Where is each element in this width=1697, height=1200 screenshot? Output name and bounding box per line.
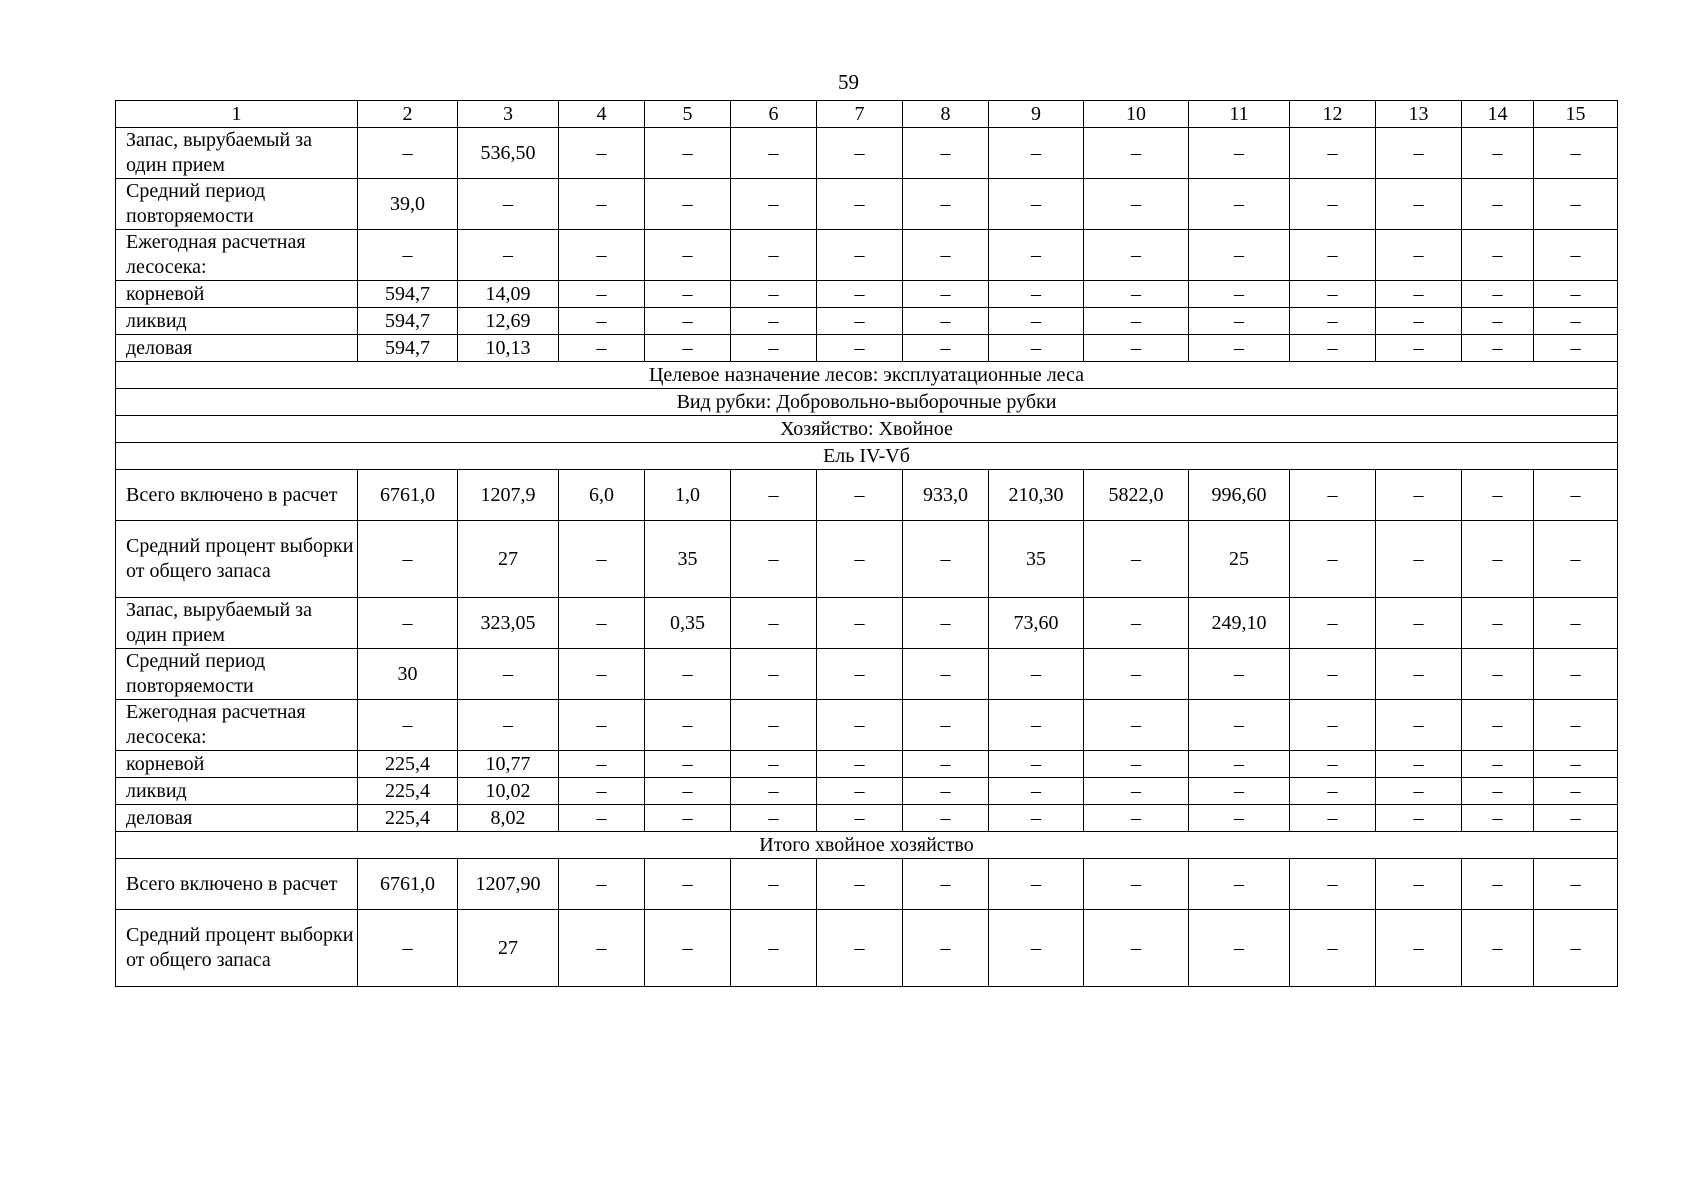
table-cell: – (817, 281, 903, 308)
table-cell: – (458, 230, 559, 281)
table-cell: 1207,90 (458, 859, 559, 910)
table-cell: – (1189, 281, 1290, 308)
column-number-cell: 3 (458, 101, 559, 128)
column-number-cell: 8 (903, 101, 989, 128)
table-cell: – (989, 281, 1084, 308)
table-cell: – (1376, 308, 1462, 335)
section-header-row (116, 832, 1618, 859)
table-cell: – (559, 335, 645, 362)
table-cell: – (1376, 805, 1462, 832)
table-cell: – (817, 128, 903, 179)
table-row (116, 230, 1618, 281)
table-cell: 249,10 (1189, 598, 1290, 649)
allowable-cut-table (115, 100, 1618, 987)
table-cell: 225,4 (358, 778, 458, 805)
table-row (116, 859, 1618, 910)
table-cell: – (1534, 700, 1618, 751)
table-cell: – (817, 521, 903, 598)
table-cell: – (989, 805, 1084, 832)
table-cell: – (903, 308, 989, 335)
table-cell: – (559, 910, 645, 987)
section-title: Ель IV-Vб (116, 443, 1618, 470)
table-cell: – (1290, 521, 1376, 598)
column-number-cell: 1 (116, 101, 358, 128)
table-cell: – (645, 859, 731, 910)
table-cell: – (817, 308, 903, 335)
table-cell: 10,02 (458, 778, 559, 805)
table-cell: – (1189, 128, 1290, 179)
table-cell: – (1534, 335, 1618, 362)
table-cell: – (1376, 910, 1462, 987)
table-cell: – (559, 179, 645, 230)
table-cell: – (358, 128, 458, 179)
table-cell: – (1534, 281, 1618, 308)
table-cell: – (1189, 308, 1290, 335)
table-cell: – (1534, 805, 1618, 832)
table-cell: – (1290, 700, 1376, 751)
table-cell: – (903, 649, 989, 700)
table-cell: – (817, 778, 903, 805)
table-cell: – (1290, 470, 1376, 521)
section-title: Целевое назначение лесов: эксплуатационные леса (116, 362, 1618, 389)
table-cell: – (903, 598, 989, 649)
table-cell: – (1376, 281, 1462, 308)
table-cell: – (645, 910, 731, 987)
table-cell: – (1290, 910, 1376, 987)
column-number-cell: 12 (1290, 101, 1376, 128)
table-cell: – (1534, 470, 1618, 521)
table-cell: 1,0 (645, 470, 731, 521)
table-cell: – (645, 805, 731, 832)
table-cell: – (1376, 179, 1462, 230)
table-cell: – (559, 700, 645, 751)
row-label: Ежегодная расчетная лесосека: (116, 230, 358, 281)
table-cell: 5822,0 (1084, 470, 1189, 521)
table-cell: – (645, 128, 731, 179)
table-cell: – (1534, 598, 1618, 649)
table-cell: – (1189, 230, 1290, 281)
table-cell: – (817, 649, 903, 700)
table-cell: – (731, 778, 817, 805)
table-cell: 8,02 (458, 805, 559, 832)
table-cell: – (645, 179, 731, 230)
row-label: Всего включено в расчет (116, 470, 358, 521)
row-label: корневой (116, 281, 358, 308)
section-title: Итого хвойное хозяйство (116, 832, 1618, 859)
table-cell: – (358, 598, 458, 649)
table-cell: 73,60 (989, 598, 1084, 649)
table-cell: – (989, 778, 1084, 805)
table-cell: – (1462, 859, 1534, 910)
row-label: Средний период повторяемости (116, 649, 358, 700)
table-cell: – (1084, 859, 1189, 910)
table-cell: – (1534, 308, 1618, 335)
table-cell: – (1084, 281, 1189, 308)
table-cell: – (1084, 335, 1189, 362)
table-cell: – (645, 281, 731, 308)
table-cell: – (903, 751, 989, 778)
table-cell: – (731, 859, 817, 910)
table-cell: – (559, 128, 645, 179)
table-cell: – (817, 910, 903, 987)
table-cell: – (731, 335, 817, 362)
row-label: Средний процент выборки от общего запаса (116, 521, 358, 598)
table-cell: – (1376, 778, 1462, 805)
table-cell: – (731, 470, 817, 521)
table-cell: – (1376, 859, 1462, 910)
table-cell: 594,7 (358, 308, 458, 335)
row-label: деловая (116, 805, 358, 832)
table-cell: – (903, 281, 989, 308)
table-cell: – (1084, 751, 1189, 778)
table-cell: – (1189, 859, 1290, 910)
table-cell: – (1189, 700, 1290, 751)
table-cell: – (1290, 179, 1376, 230)
table-cell: – (1290, 778, 1376, 805)
table-cell: – (989, 859, 1084, 910)
table-cell: – (1376, 521, 1462, 598)
table-cell: – (731, 649, 817, 700)
column-number-cell: 6 (731, 101, 817, 128)
table-cell: – (1189, 335, 1290, 362)
table-cell: – (903, 910, 989, 987)
table-cell: – (1084, 308, 1189, 335)
table-cell: – (1376, 128, 1462, 179)
table-cell: – (458, 179, 559, 230)
column-number-cell: 14 (1462, 101, 1534, 128)
table-cell: – (903, 805, 989, 832)
table-cell: – (731, 281, 817, 308)
table-cell: 6761,0 (358, 859, 458, 910)
table-cell: – (1084, 700, 1189, 751)
table-cell: 27 (458, 910, 559, 987)
table-cell: – (1462, 470, 1534, 521)
column-number-row (116, 101, 1618, 128)
table-cell: 10,77 (458, 751, 559, 778)
table-cell: – (1290, 335, 1376, 362)
table-cell: – (1462, 179, 1534, 230)
table-cell: – (645, 308, 731, 335)
table-row (116, 470, 1618, 521)
table-cell: – (1084, 598, 1189, 649)
table-body (116, 101, 1618, 987)
table-cell: – (1290, 230, 1376, 281)
table-cell: 594,7 (358, 335, 458, 362)
table-cell: – (1534, 521, 1618, 598)
table-cell: – (1290, 649, 1376, 700)
table-cell: – (1376, 700, 1462, 751)
table-cell: 594,7 (358, 281, 458, 308)
row-label: Запас, вырубаемый за один прием (116, 128, 358, 179)
table-cell: 6,0 (559, 470, 645, 521)
table-row (116, 805, 1618, 832)
table-cell: – (1462, 308, 1534, 335)
table-cell: – (559, 521, 645, 598)
table-cell: – (1462, 230, 1534, 281)
table-cell: 12,69 (458, 308, 559, 335)
table-cell: – (1462, 521, 1534, 598)
table-cell: 6761,0 (358, 470, 458, 521)
table-row (116, 281, 1618, 308)
row-label: деловая (116, 335, 358, 362)
table-row (116, 778, 1618, 805)
table-cell: – (1534, 128, 1618, 179)
table-cell: 323,05 (458, 598, 559, 649)
table-cell: – (1376, 470, 1462, 521)
table-cell: – (903, 700, 989, 751)
table-cell: 1207,9 (458, 470, 559, 521)
table-cell: – (559, 805, 645, 832)
table-cell: – (817, 230, 903, 281)
table-cell: – (645, 778, 731, 805)
section-title: Хозяйство: Хвойное (116, 416, 1618, 443)
table-cell: – (989, 335, 1084, 362)
table-cell: – (817, 751, 903, 778)
table-cell: – (1189, 910, 1290, 987)
table-cell: – (1462, 751, 1534, 778)
table-cell: – (645, 335, 731, 362)
table-cell: – (559, 751, 645, 778)
table-cell: – (1290, 281, 1376, 308)
table-cell: – (731, 598, 817, 649)
table-cell: – (1084, 649, 1189, 700)
section-header-row (116, 416, 1618, 443)
table-cell: 25 (1189, 521, 1290, 598)
table-cell: – (559, 308, 645, 335)
table-cell: – (1534, 778, 1618, 805)
table-cell: – (358, 700, 458, 751)
table-cell: 0,35 (645, 598, 731, 649)
table-cell: – (1290, 598, 1376, 649)
table-cell: 27 (458, 521, 559, 598)
table-cell: 10,13 (458, 335, 559, 362)
column-number-cell: 4 (559, 101, 645, 128)
section-header-row (116, 443, 1618, 470)
table-cell: – (1534, 751, 1618, 778)
table-row (116, 910, 1618, 987)
table-cell: – (358, 521, 458, 598)
table-cell: – (1462, 598, 1534, 649)
table-cell: – (1290, 128, 1376, 179)
table-cell: – (458, 649, 559, 700)
table-row (116, 700, 1618, 751)
table-cell: – (1462, 700, 1534, 751)
table-cell: – (1376, 230, 1462, 281)
table-cell: – (731, 179, 817, 230)
table-cell: 35 (989, 521, 1084, 598)
table-cell: – (989, 179, 1084, 230)
table-cell: – (903, 335, 989, 362)
table-cell: – (559, 598, 645, 649)
table-cell: – (1376, 649, 1462, 700)
table-cell: – (1534, 230, 1618, 281)
table-cell: 225,4 (358, 751, 458, 778)
table-cell: – (1084, 230, 1189, 281)
table-cell: – (1290, 805, 1376, 832)
table-cell: 35 (645, 521, 731, 598)
table-cell: – (1462, 778, 1534, 805)
table-cell: – (1189, 649, 1290, 700)
table-cell: – (903, 521, 989, 598)
table-cell: – (1189, 751, 1290, 778)
table-cell: – (903, 859, 989, 910)
table-cell: – (1189, 805, 1290, 832)
table-cell: – (989, 751, 1084, 778)
table-row (116, 308, 1618, 335)
table-cell: – (1376, 751, 1462, 778)
table-cell: – (1462, 128, 1534, 179)
row-label: Средний период повторяемости (116, 179, 358, 230)
table-cell: – (903, 128, 989, 179)
table-cell: – (559, 778, 645, 805)
table-cell: 210,30 (989, 470, 1084, 521)
table-cell: – (989, 128, 1084, 179)
table-cell: – (1462, 335, 1534, 362)
column-number-cell: 2 (358, 101, 458, 128)
column-number-cell: 5 (645, 101, 731, 128)
table-cell: 996,60 (1189, 470, 1290, 521)
table-cell: – (903, 179, 989, 230)
row-label: корневой (116, 751, 358, 778)
table-cell: – (1084, 128, 1189, 179)
table-cell: – (1084, 805, 1189, 832)
table-cell: – (731, 128, 817, 179)
table-cell: – (989, 230, 1084, 281)
table-cell: – (817, 805, 903, 832)
table-cell: – (817, 179, 903, 230)
table-cell: 30 (358, 649, 458, 700)
table-cell: – (358, 230, 458, 281)
table-cell: 39,0 (358, 179, 458, 230)
table-row (116, 128, 1618, 179)
table-row (116, 335, 1618, 362)
table-cell: – (817, 859, 903, 910)
table-cell: – (731, 751, 817, 778)
table-cell: – (645, 700, 731, 751)
table-cell: – (989, 700, 1084, 751)
table-cell: – (1534, 179, 1618, 230)
table-cell: – (1084, 179, 1189, 230)
table-cell: – (559, 859, 645, 910)
table-cell: – (645, 230, 731, 281)
table-cell: – (1534, 910, 1618, 987)
table-cell: – (903, 778, 989, 805)
table-cell: – (1376, 335, 1462, 362)
page-number: 59 (838, 70, 859, 94)
table-cell: – (1462, 281, 1534, 308)
table-cell: – (645, 649, 731, 700)
table-cell: – (731, 308, 817, 335)
table-row (116, 751, 1618, 778)
table-cell: – (731, 910, 817, 987)
table-cell: – (1534, 649, 1618, 700)
table-cell: – (1462, 805, 1534, 832)
table-cell: – (731, 700, 817, 751)
table-cell: – (1084, 910, 1189, 987)
table-cell: – (989, 308, 1084, 335)
column-number-cell: 11 (1189, 101, 1290, 128)
section-title: Вид рубки: Добровольно-выборочные рубки (116, 389, 1618, 416)
table-cell: – (817, 470, 903, 521)
table-cell: – (1534, 859, 1618, 910)
table-cell: – (731, 230, 817, 281)
table-cell: – (1084, 521, 1189, 598)
table-cell: 225,4 (358, 805, 458, 832)
table-cell: – (645, 751, 731, 778)
row-label: ликвид (116, 308, 358, 335)
table-cell: – (817, 700, 903, 751)
row-label: Всего включено в расчет (116, 859, 358, 910)
table-cell: – (1290, 308, 1376, 335)
table-row (116, 598, 1618, 649)
table-cell: – (1084, 778, 1189, 805)
row-label: ликвид (116, 778, 358, 805)
table-cell: 933,0 (903, 470, 989, 521)
column-number-cell: 13 (1376, 101, 1462, 128)
row-label: Средний процент выборки от общего запаса (116, 910, 358, 987)
column-number-cell: 7 (817, 101, 903, 128)
table-cell: – (1189, 778, 1290, 805)
table-row (116, 649, 1618, 700)
table-cell: – (559, 281, 645, 308)
table-cell: – (1462, 910, 1534, 987)
table-row (116, 521, 1618, 598)
table-cell: – (817, 598, 903, 649)
table-cell: – (1290, 751, 1376, 778)
table-row (116, 179, 1618, 230)
table-cell: – (817, 335, 903, 362)
table-cell: – (1376, 598, 1462, 649)
table-cell: – (1189, 179, 1290, 230)
table-cell: – (903, 230, 989, 281)
table-cell: – (731, 521, 817, 598)
table-cell: – (731, 805, 817, 832)
row-label: Запас, вырубаемый за один прием (116, 598, 358, 649)
table-cell: – (458, 700, 559, 751)
section-header-row (116, 389, 1618, 416)
table-cell: – (358, 910, 458, 987)
section-header-row (116, 362, 1618, 389)
table-cell: 14,09 (458, 281, 559, 308)
table-cell: – (989, 649, 1084, 700)
table-cell: – (559, 230, 645, 281)
column-number-cell: 9 (989, 101, 1084, 128)
table-cell: – (559, 649, 645, 700)
table-cell: – (1462, 649, 1534, 700)
table-cell: – (989, 910, 1084, 987)
column-number-cell: 15 (1534, 101, 1618, 128)
column-number-cell: 10 (1084, 101, 1189, 128)
row-label: Ежегодная расчетная лесосека: (116, 700, 358, 751)
table-cell: – (1290, 859, 1376, 910)
table-cell: 536,50 (458, 128, 559, 179)
